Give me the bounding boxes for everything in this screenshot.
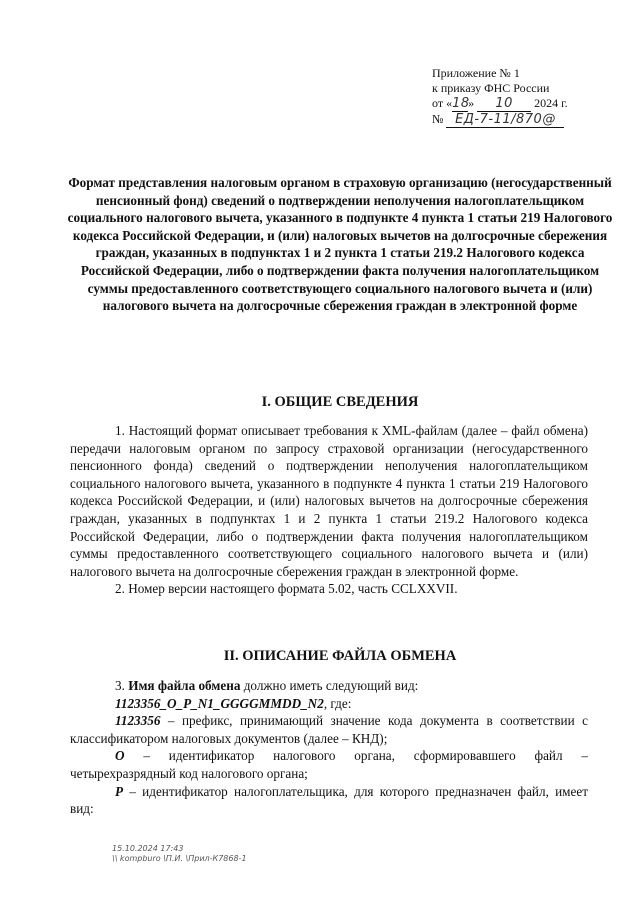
- section-2-heading: II. ОПИСАНИЕ ФАЙЛА ОБМЕНА: [223, 648, 457, 664]
- definition-p: P – идентификатор налогоплательщика, для которого предназначен файл, имеет вид:: [70, 783, 588, 817]
- approval-line-2: к приказу ФНС России: [432, 81, 550, 95]
- section-1-heading: I. ОБЩИЕ СВЕДЕНИЯ: [261, 394, 419, 410]
- date-month: 10: [477, 96, 531, 112]
- approval-number: № ЕД-7-11/870@: [432, 112, 622, 128]
- paragraph-3: 3. Имя файла обмена должно иметь следующий вид:: [115, 678, 419, 693]
- file-footer: [112, 844, 247, 864]
- section-2-body: [70, 677, 588, 818]
- file-name-pattern: 1123356_O_P_N1_GGGGMMDD_N2, где:: [115, 695, 352, 711]
- date-day: 18: [452, 96, 470, 111]
- footer-path: \\ kompburo \П.И. \Прил-К7868-1: [112, 854, 247, 863]
- definition-prefix: 1123356 – префикс, принимающий значение кода документа в соответствии с классификатором налоговых документов (далее – КНД);: [70, 713, 588, 746]
- footer-timestamp: 15.10.2024 17:43: [112, 844, 184, 853]
- paragraph-2: 2. Номер версии настоящего формата 5.02, часть CCLXXVII.: [115, 581, 458, 597]
- document-title: Формат представления налоговым органом в страховую организацию (негосударственный пенсионный фонд) сведений о подтверждении неполучения налогоплательщиком социального налогового вычета, указанного в подпункте 4 пункта 1 статьи 219 Налогового кодекса Российской Федерации, и (или) налоговых вычетов на долгосрочные сбережения граждан, указанных в подпунктах 1 и 2 пункта 1 статьи 219.2 Налогового кодекса Российской Федерации, либо о подтверждении факта получения налогоплательщиком суммы предоставленного соответствующего социального налогового вычета и (или) налогового вычета на долгосрочные сбережения граждан в электронной форме: [67, 175, 613, 314]
- date-year: 2024 г.: [534, 96, 568, 110]
- order-number: ЕД-7-11/870@: [446, 112, 564, 128]
- section-1-body: [70, 422, 588, 598]
- paragraph-1: 1. Настоящий формат описывает требования к XML-файлам (далее – файл обмена) передачи налоговым органом по запросу страховой организации (негосударственного пенсионного фонда) сведений о подтверждении неполучения налогоплательщиком социального налогового вычета, указанного в подпункте 4 пункта 1 статьи 219 Налогового кодекса Российской Федерации, и (или) налоговых вычетов на долгосрочные сбережения граждан, указанных в подпунктах 1 и 2 пункта 1 статьи 219.2 Налогового кодекса Российской Федерации, либо о подтверждении факта получения налогоплательщиком суммы предоставленного соответствующего социального налогового вычета и (или) налогового вычета на долгосрочные сбережения граждан в электронной форме.: [70, 423, 588, 579]
- approval-line-1: Приложение № 1: [432, 66, 520, 80]
- approval-block: [432, 66, 622, 128]
- approval-date: от «18» 10 2024 г.: [432, 96, 568, 111]
- definition-o: O – идентификатор налогового органа, сформировавшего файл – четырехразрядный код налогового органа;: [70, 748, 588, 781]
